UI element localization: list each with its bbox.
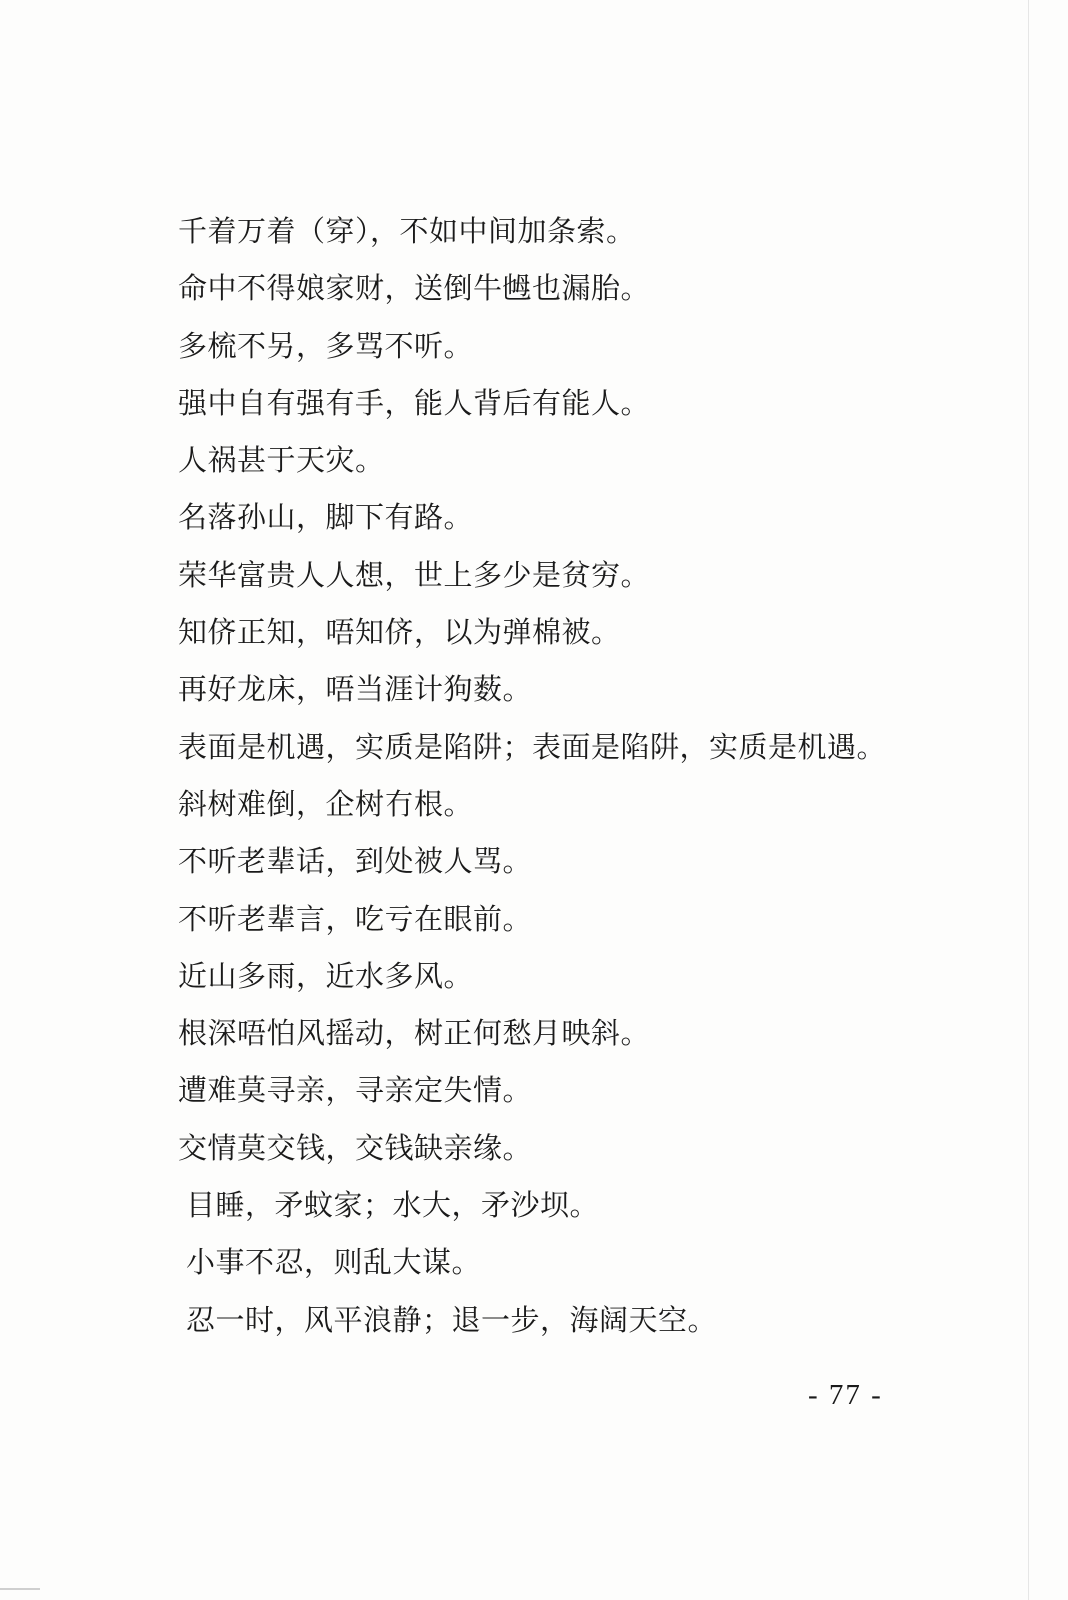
proverb-line: 交情莫交钱，交钱缺亲缘。 (178, 1130, 533, 1165)
proverb-line: 千着万着（穿），不如中间加条索。 (178, 214, 636, 248)
proverb-line: 遭难莫寻亲，寻亲定失情。 (178, 1073, 533, 1108)
proverb-line: 斜树难倒，企树冇根。 (178, 786, 474, 821)
proverb-line: 目睡，矛蚊家；水大，矛沙坝。 (186, 1188, 600, 1223)
scan-edge-mark (0, 1588, 40, 1590)
proverb-line: 强中自有强有手，能人背后有能人。 (178, 385, 651, 420)
proverb-line: 忍一时，风平浪静；退一步，海阔天空。 (186, 1302, 718, 1337)
proverb-line: 根深唔怕风摇动，树正何愁月映斜。 (178, 1016, 651, 1051)
page-number: - 77 - (808, 1379, 883, 1411)
proverb-line: 命中不得娘家财，送倒牛乸也漏胎。 (178, 271, 651, 306)
proverb-line: 人祸甚于天灾。 (178, 443, 385, 478)
proverb-line: 再好龙床，唔当涯计狗薮。 (178, 672, 533, 707)
proverb-line: 多梳不另，多骂不听。 (178, 328, 474, 363)
proverb-line: 荣华富贵人人想，世上多少是贫穷。 (178, 557, 651, 592)
proverb-line: 不听老辈话，到处被人骂。 (178, 844, 533, 879)
proverb-line: 表面是机遇，实质是陷阱；表面是陷阱，实质是机遇。 (178, 729, 887, 764)
proverb-line: 名落孙山，脚下有路。 (178, 500, 474, 535)
proverb-line: 不听老辈言，吃亏在眼前。 (178, 901, 533, 936)
page-edge-shadow (1028, 0, 1029, 1600)
proverb-line: 近山多雨，近水多风。 (178, 958, 474, 993)
proverb-line: 知侪正知，唔知侪，以为弹棉被。 (178, 615, 621, 650)
proverb-line: 小事不忍，则乱大谋。 (186, 1245, 482, 1280)
proverb-list (178, 208, 886, 1354)
